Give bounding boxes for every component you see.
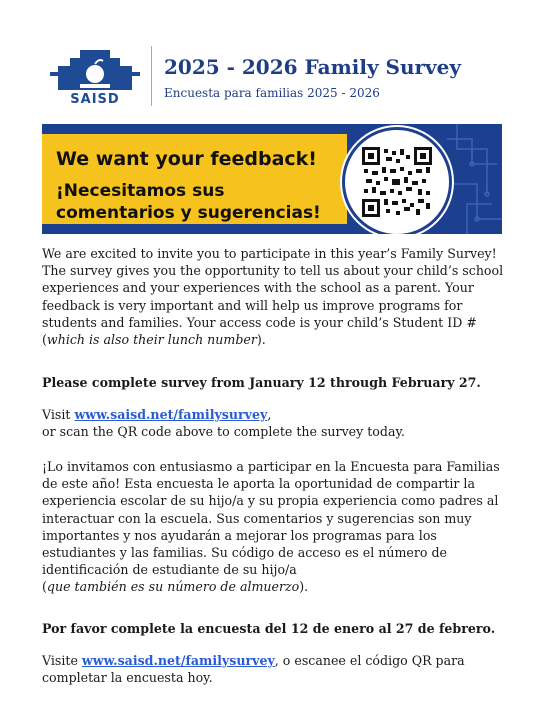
english-survey-link[interactable]: www.saisd.net/familysurvey: [74, 407, 268, 422]
spanish-intro-open: (: [42, 579, 47, 595]
spanish-intro-end: ).: [299, 579, 309, 595]
english-dates: Please complete survey from January 12 through February 27.: [42, 375, 481, 390]
circuit-pattern-icon: [447, 124, 502, 234]
page-title: 2025 - 2026 Family Survey: [164, 55, 462, 79]
spanish-intro-italic: que también es su número de almuerzo: [46, 579, 300, 595]
spanish-visit-suffix: , o escanee el código QR para completar la encuesta hoy.: [42, 653, 465, 686]
qr-code-icon[interactable]: [362, 147, 432, 217]
spanish-visit-prefix: Visite: [42, 653, 82, 668]
qr-code-frame[interactable]: [342, 127, 452, 234]
english-visit-paragraph: [42, 406, 508, 440]
header: [50, 40, 510, 110]
spanish-visit-paragraph: [42, 652, 508, 686]
spanish-intro-paragraph: [42, 458, 508, 596]
header-divider: [151, 46, 152, 106]
spanish-intro-text: ¡Lo invitamos con entusiasmo a participar en la Encuesta para Familias de este año! Esta encuesta le aporta la oportunidad de compartir la experiencia escolar de su hijo/a y su propia experiencia como padres al interactuar con la escuela. Sus comentarios y sugerencias son muy importantes y nos ayudarán a mejorar los programas para los estudiantes y las familias. Su código de acceso es el número de identificación de estudiante de su hijo/a: [42, 459, 500, 578]
english-intro-paragraph: [42, 245, 508, 348]
banner-heading-english: We want your feedback!: [56, 148, 317, 170]
english-visit-suffix: ,: [267, 407, 272, 422]
logo-text: SAISD: [70, 92, 120, 107]
english-intro-end: ).: [256, 332, 266, 348]
banner-yellow-panel: [42, 134, 347, 224]
english-scan-text: or scan the QR code above to complete the survey today.: [42, 424, 405, 440]
feedback-banner: [42, 124, 502, 234]
english-visit-prefix: Visit: [42, 407, 75, 422]
spanish-survey-link[interactable]: www.saisd.net/familysurvey: [81, 653, 275, 668]
spanish-dates: Por favor complete la encuesta del 12 de enero al 27 de febrero.: [42, 621, 496, 636]
english-intro-italic: which is also their lunch number: [46, 332, 257, 348]
english-intro-text: We are excited to invite you to participate in this year’s Family Survey! The survey gives you the opportunity to tell us about your child’s school experiences and your experiences with the school as a parent. Your feedback is very important and will help us improve programs for students and families. Your access code is your child’s Student ID # (: [42, 246, 504, 348]
banner-heading-spanish: ¡Necesitamos sus comentarios y sugerencias!: [56, 181, 321, 223]
page-subtitle: Encuesta para familias 2025 - 2026: [164, 86, 380, 100]
